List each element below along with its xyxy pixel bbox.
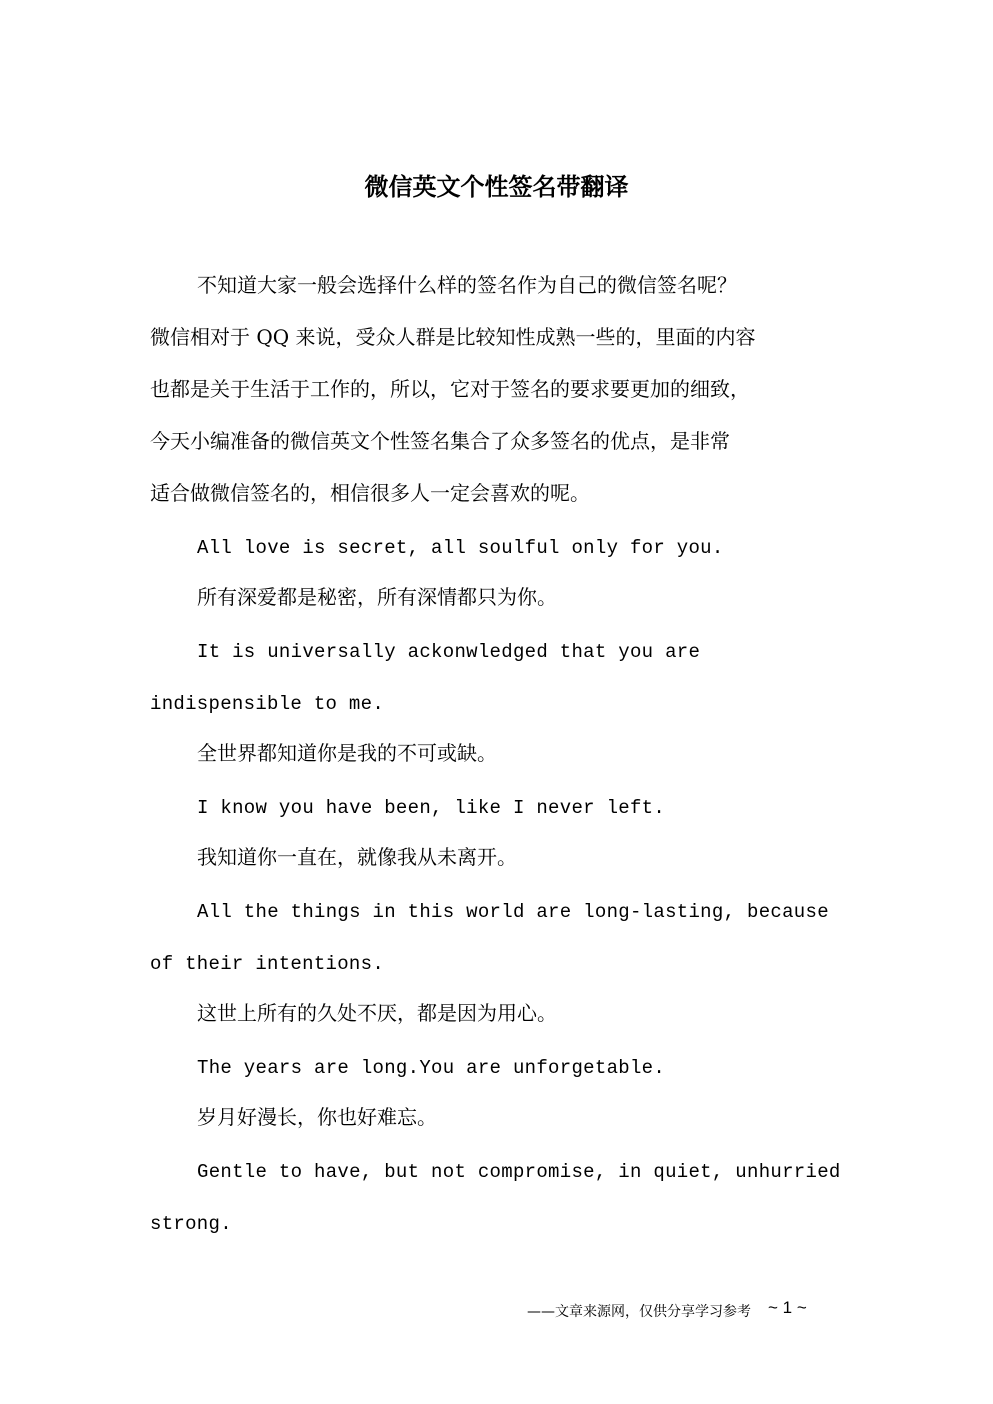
intro-line: 微信相对于 QQ 来说，受众人群是比较知性成熟一些的，里面的内容 (150, 325, 756, 349)
english-signature: All love is secret, all soulful only for you. (197, 537, 724, 559)
english-signature: Gentle to have, but not compromise, in quiet, unhurried (197, 1161, 841, 1183)
intro-line: 适合做微信签名的，相信很多人一定会喜欢的呢。 (150, 481, 590, 505)
chinese-translation: 我知道你一直在，就像我从未离开。 (197, 845, 517, 869)
english-signature: All the things in this world are long-lasting, because (197, 901, 829, 923)
intro-line: 今天小编准备的微信英文个性签名集合了众多签名的优点，是非常 (150, 429, 730, 453)
intro-line: 不知道大家一般会选择什么样的签名作为自己的微信签名呢？ (197, 273, 737, 297)
page-number: ~ 1 ~ (768, 1298, 807, 1317)
english-signature-continued: of their intentions. (150, 953, 385, 975)
english-signature-continued: indispensible to me. (150, 693, 385, 715)
intro-line: 也都是关于生活于工作的，所以，它对于签名的要求要更加的细致， (150, 377, 750, 401)
english-signature: I know you have been, like I never left. (197, 797, 666, 819)
chinese-translation: 岁月好漫长，你也好难忘。 (197, 1105, 437, 1129)
english-signature: It is universally ackonwledged that you are (197, 641, 701, 663)
chinese-translation: 全世界都知道你是我的不可或缺。 (197, 741, 497, 765)
english-signature: The years are long.You are unforgetable. (197, 1057, 666, 1079)
chinese-translation: 这世上所有的久处不厌，都是因为用心。 (197, 1001, 557, 1025)
footer-source-note: ——文章来源网，仅供分享学习参考 (527, 1304, 751, 1320)
document-title: 微信英文个性签名带翻译 (364, 173, 629, 201)
english-signature-continued: strong. (150, 1213, 232, 1235)
chinese-translation: 所有深爱都是秘密，所有深情都只为你。 (197, 585, 557, 609)
